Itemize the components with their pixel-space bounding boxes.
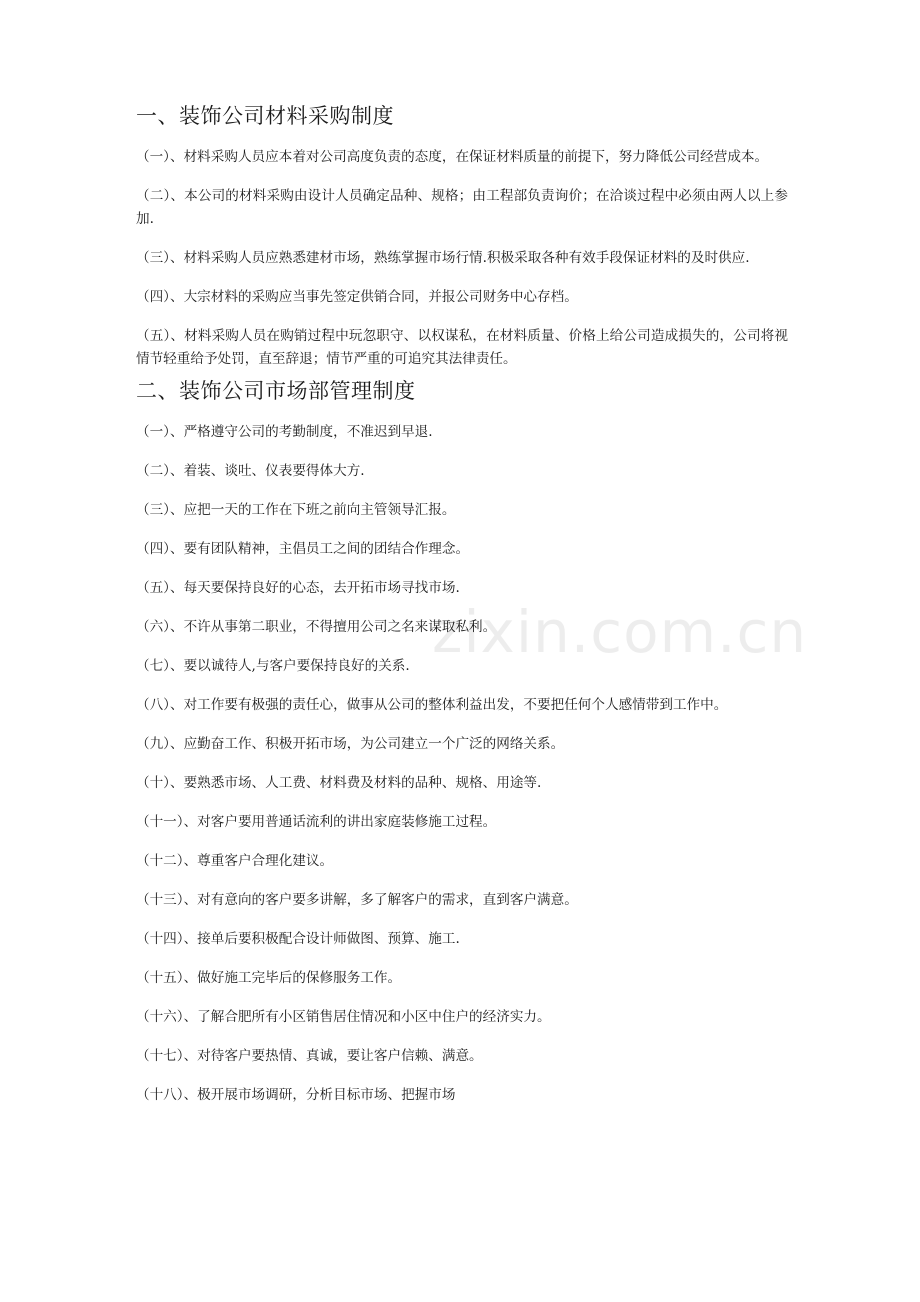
- section-2-item: （四）、要有团队精神，主倡员工之间的团结合作理念。: [136, 541, 470, 557]
- section-2-item: （十二）、尊重客户合理化建议。: [136, 853, 334, 869]
- section-2-title: 二、装饰公司市场部管理制度: [136, 379, 416, 403]
- section-2-item: （十一）、对客户要用普通话流利的讲出家庭装修施工过程。: [136, 814, 497, 830]
- section-2-item: （十四）、接单后要积极配合设计师做图、预算、施工.: [136, 931, 460, 947]
- section-2-item: （八）、对工作要有极强的责任心，做事从公司的整体利益出发，不要把任何个人感情带到工作中。: [136, 697, 728, 713]
- section-2-item: （十三）、对有意向的客户要多讲解，多了解客户的需求，直到客户满意。: [136, 892, 578, 908]
- section-2-item: （二）、着装、谈吐、仪表要得体大方.: [136, 463, 365, 479]
- section-2-list: [136, 421, 788, 1107]
- section-2-item: （六）、不许从事第二职业，不得擅用公司之名来谋取私利。: [136, 619, 497, 635]
- section-2-item: （十六）、了解合肥所有小区销售居住情况和小区中住户的经济实力。: [136, 1009, 551, 1025]
- section-2-item: （九）、应勤奋工作、积极开拓市场，为公司建立一个广泛的网络关系。: [136, 736, 565, 752]
- section-2-item: （七）、要以诚待人,与客户要保持良好的关系.: [136, 658, 410, 674]
- section-1-item: （二）、本公司的材料采购由设计人员确定品种、规格；由工程部负责询价；在洽谈过程中必须由两人以上参加.: [136, 188, 788, 227]
- section-1-list: [136, 146, 788, 371]
- section-2-item: （十）、要熟悉市场、人工费、材料费及材料的品种、规格、用途等.: [136, 775, 542, 791]
- section-2-item: （十八）、极开展市场调研，分析目标市场、把握市场: [136, 1087, 456, 1103]
- watermark: zixin.com.cn: [432, 598, 808, 666]
- section-2-item: （三）、应把一天的工作在下班之前向主管领导汇报。: [136, 502, 456, 518]
- section-1-item: （三）、材料采购人员应熟悉建材市场，熟练掌握市场行情.积极采取各种有效手段保证材料的及时供应.: [136, 250, 750, 266]
- section-1-title: 一、装饰公司材料采购制度: [136, 104, 394, 128]
- section-1-item: （四）、大宗材料的采购应当事先签定供销合同，并报公司财务中心存档。: [136, 289, 578, 305]
- document-page: [136, 100, 788, 1123]
- section-2-item: （一）、严格遵守公司的考勤制度，不准迟到早退.: [136, 424, 433, 440]
- section-2-item: （十七）、对待客户要热情、真诚，要让客户信赖、满意。: [136, 1048, 483, 1064]
- section-1-item: （一）、材料采购人员应本着对公司高度负责的态度，在保证材料质量的前提下，努力降低公司经营成本。: [136, 149, 769, 165]
- section-2-item: （五）、每天要保持良好的心态，去开拓市场寻找市场.: [136, 580, 460, 596]
- section-1-item: （五）、材料采购人员在购销过程中玩忽职守、以权谋私，在材料质量、价格上给公司造成损失的，公司将视情节轻重给予处罚，直至辞退；情节严重的可追究其法律责任。: [136, 328, 788, 367]
- section-2-item: （十五）、做好施工完毕后的保修服务工作。: [136, 970, 402, 986]
